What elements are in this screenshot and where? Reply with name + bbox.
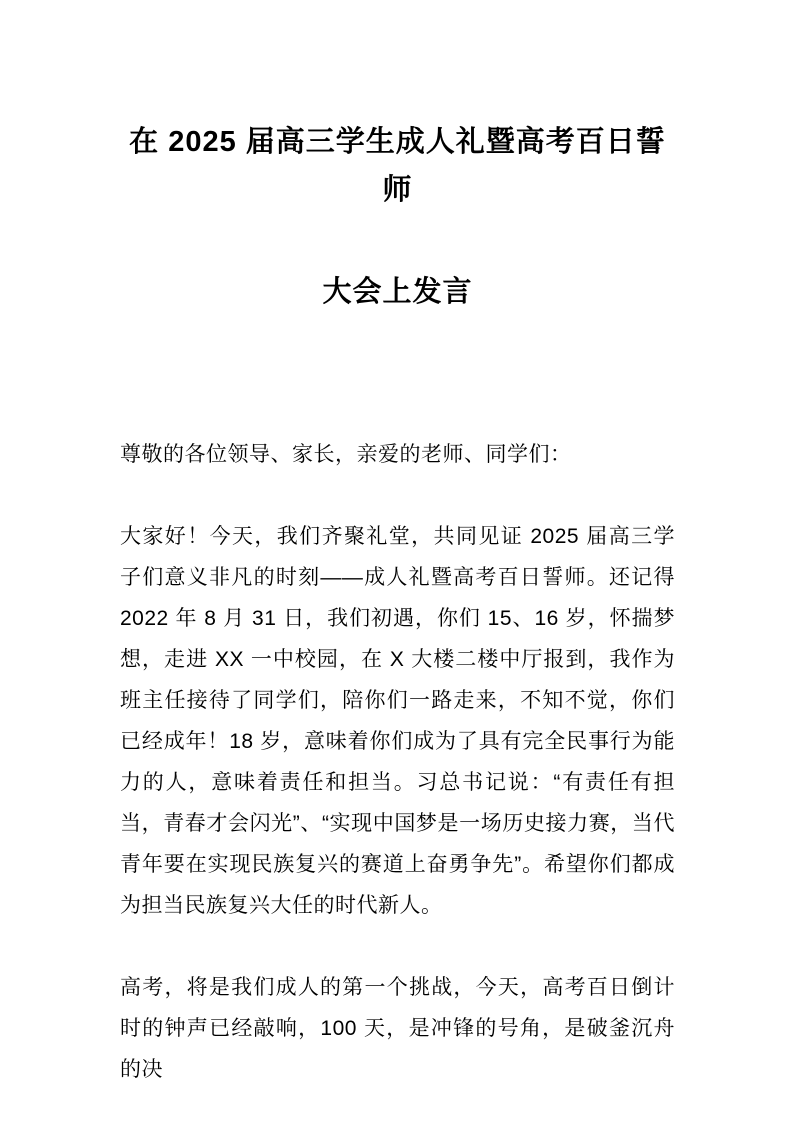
document-body	[120, 434, 675, 1090]
paragraph-salutation: 尊敬的各位领导、家长，亲爱的老师、同学们：	[120, 443, 572, 466]
document-title-line-2: 大会上发言	[322, 276, 473, 308]
paragraph-body-1: 大家好！今天，我们齐聚礼堂，共同见证 2025 届高三学子们意义非凡的时刻——成人礼暨高考百日誓师。还记得 2022 年 8 月 31 日，我们初遇，你们 15、16 岁，怀揣梦想，走进 XX 一中校园，在 X 大楼二楼中厅报到，我作为班主任接待了同学们，陪你们一路走来，不知不觉，你们已经成年！18 岁，意味着你们成为了具有完全民事行为能力的人，意味着责任和担当。习总书记说：“有责任有担当，青春才会闪光”、“实现中国梦是一场历史接力赛，当代青年要在实现民族复兴的赛道上奋勇争先”。希望你们都成为担当民族复兴大任的时代新人。	[120, 525, 675, 917]
paragraph-body-2: 高考，将是我们成人的第一个挑战，今天，高考百日倒计时的钟声已经敲响，100 天，是冲锋的号角，是破釜沉舟的决	[120, 976, 675, 1081]
document-title-line-1: 在 2025 届高三学生成人礼暨高考百日誓师	[129, 126, 666, 206]
